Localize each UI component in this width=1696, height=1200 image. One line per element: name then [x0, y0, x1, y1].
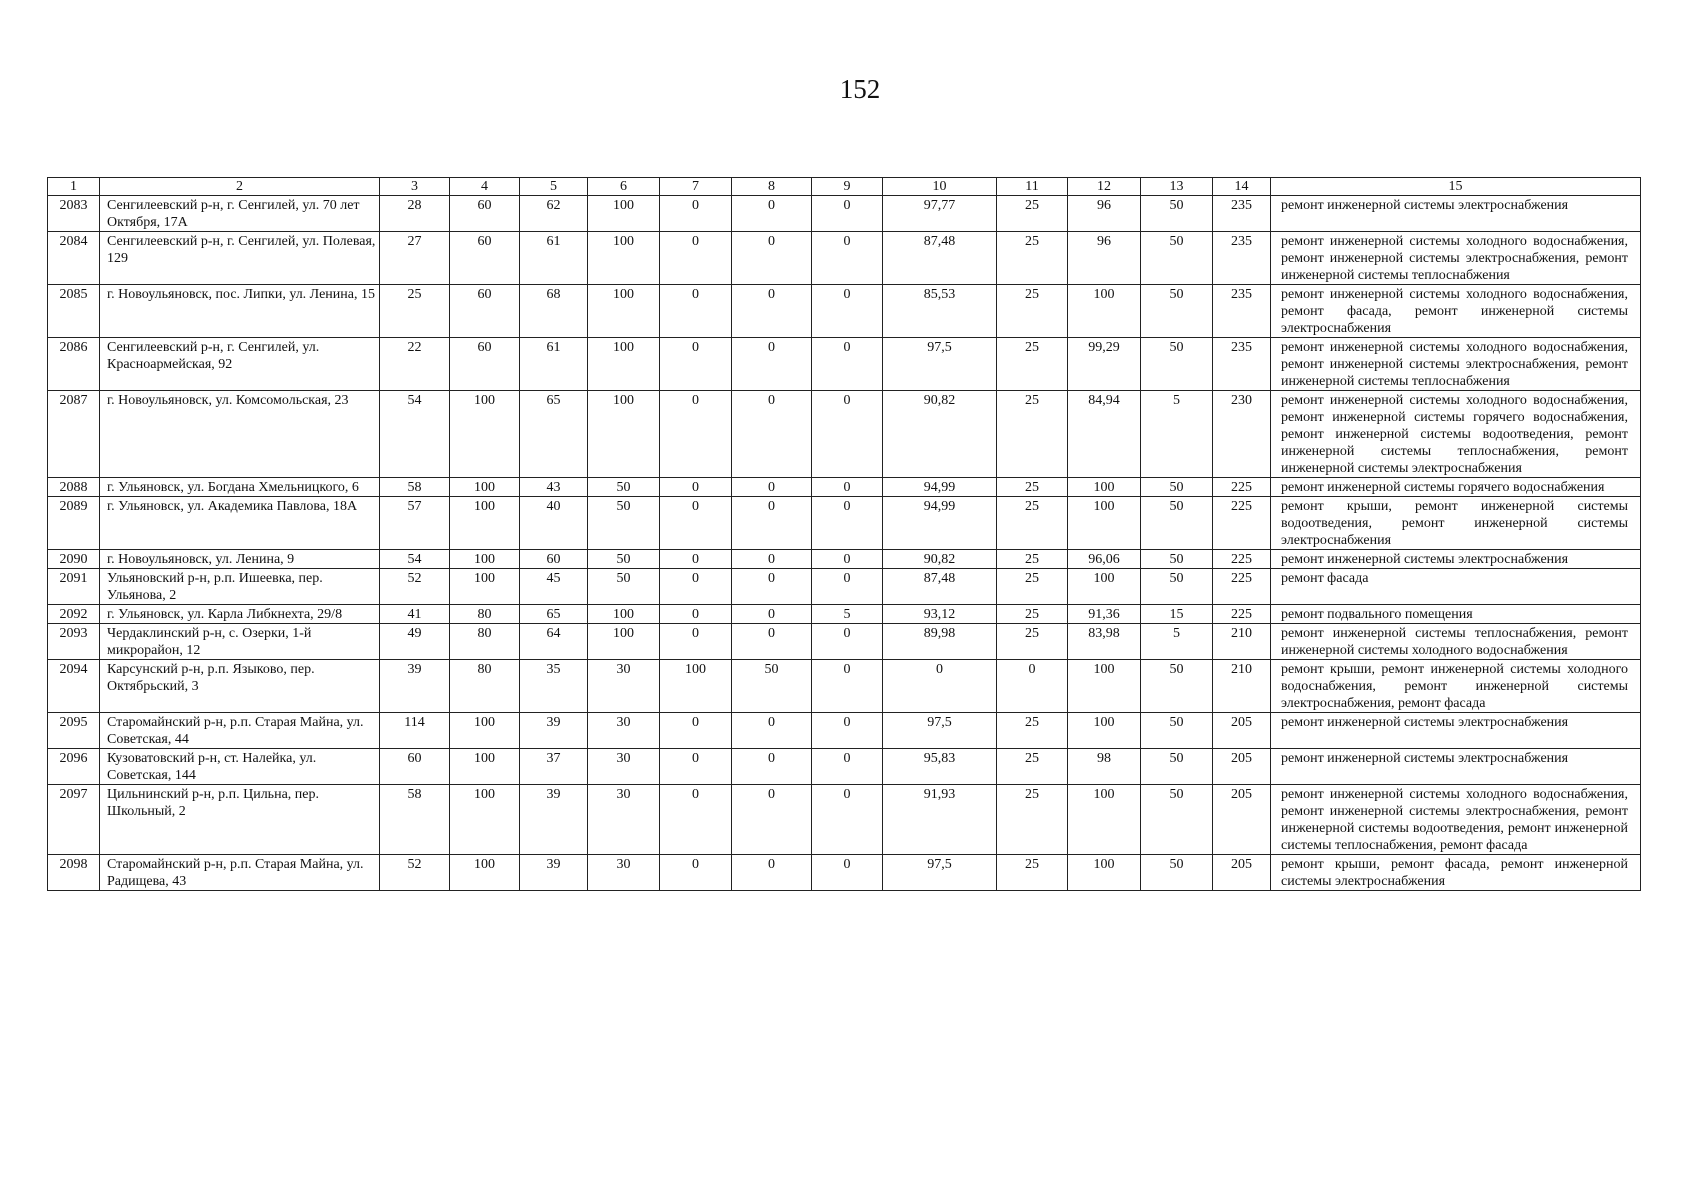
value-cell: 0 — [732, 569, 812, 605]
value-cell: 50 — [1141, 855, 1213, 891]
column-number-cell: 7 — [660, 178, 732, 196]
value-cell: 0 — [732, 478, 812, 497]
row-number-cell: 2093 — [48, 624, 100, 660]
value-cell: 0 — [812, 785, 883, 855]
value-cell: 0 — [732, 785, 812, 855]
work-type-cell: ремонт инженерной системы горячего водоснабжения — [1271, 478, 1641, 497]
value-cell: 0 — [660, 749, 732, 785]
data-table — [47, 177, 1641, 891]
value-cell: 0 — [660, 605, 732, 624]
value-cell: 57 — [380, 497, 450, 550]
value-cell: 98 — [1068, 749, 1141, 785]
value-cell: 100 — [450, 785, 520, 855]
column-number-cell: 4 — [450, 178, 520, 196]
value-cell: 0 — [660, 232, 732, 285]
column-number-cell: 2 — [100, 178, 380, 196]
value-cell: 25 — [997, 624, 1068, 660]
value-cell: 25 — [997, 391, 1068, 478]
value-cell: 50 — [588, 497, 660, 550]
value-cell: 60 — [450, 232, 520, 285]
value-cell: 50 — [1141, 785, 1213, 855]
row-number-cell: 2096 — [48, 749, 100, 785]
table-row — [48, 478, 1641, 497]
table-row — [48, 749, 1641, 785]
value-cell: 50 — [1141, 749, 1213, 785]
value-cell: 49 — [380, 624, 450, 660]
row-number-cell: 2098 — [48, 855, 100, 891]
value-cell: 5 — [1141, 624, 1213, 660]
value-cell: 0 — [732, 338, 812, 391]
value-cell: 41 — [380, 605, 450, 624]
value-cell: 100 — [1068, 713, 1141, 749]
value-cell: 0 — [732, 285, 812, 338]
address-cell: Кузоватовский р-н, ст. Налейка, ул. Советская, 144 — [100, 749, 380, 785]
row-number-cell: 2088 — [48, 478, 100, 497]
work-type-cell: ремонт инженерной системы холодного водоснабжения, ремонт инженерной системы электроснабжения, ремонт инженерной системы водоотведения, ремонт инженерной системы теплоснабжения, ремонт фасада — [1271, 785, 1641, 855]
value-cell: 96 — [1068, 232, 1141, 285]
value-cell: 30 — [588, 855, 660, 891]
value-cell: 25 — [997, 196, 1068, 232]
value-cell: 0 — [732, 713, 812, 749]
value-cell: 100 — [588, 232, 660, 285]
value-cell: 225 — [1213, 605, 1271, 624]
value-cell: 100 — [1068, 569, 1141, 605]
row-number-cell: 2089 — [48, 497, 100, 550]
address-cell: г. Новоульяновск, ул. Ленина, 9 — [100, 550, 380, 569]
value-cell: 100 — [450, 478, 520, 497]
value-cell: 100 — [660, 660, 732, 713]
value-cell: 50 — [1141, 550, 1213, 569]
column-number-cell: 10 — [883, 178, 997, 196]
value-cell: 68 — [520, 285, 588, 338]
value-cell: 62 — [520, 196, 588, 232]
work-type-cell: ремонт крыши, ремонт фасада, ремонт инженерной системы электроснабжения — [1271, 855, 1641, 891]
table-row — [48, 785, 1641, 855]
value-cell: 100 — [1068, 785, 1141, 855]
value-cell: 0 — [812, 285, 883, 338]
value-cell: 80 — [450, 624, 520, 660]
value-cell: 91,93 — [883, 785, 997, 855]
value-cell: 100 — [450, 749, 520, 785]
table-body — [48, 178, 1641, 891]
value-cell: 15 — [1141, 605, 1213, 624]
value-cell: 25 — [380, 285, 450, 338]
value-cell: 97,5 — [883, 713, 997, 749]
table-row — [48, 605, 1641, 624]
value-cell: 100 — [450, 497, 520, 550]
value-cell: 205 — [1213, 713, 1271, 749]
column-number-cell: 3 — [380, 178, 450, 196]
value-cell: 30 — [588, 785, 660, 855]
value-cell: 0 — [812, 478, 883, 497]
value-cell: 0 — [732, 550, 812, 569]
work-type-cell: ремонт инженерной системы холодного водоснабжения, ремонт инженерной системы горячего водоснабжения, ремонт инженерной системы водоотведения, ремонт инженерной системы теплоснабжения, ремонт инженерной системы электроснабжения — [1271, 391, 1641, 478]
value-cell: 225 — [1213, 569, 1271, 605]
value-cell: 97,77 — [883, 196, 997, 232]
value-cell: 60 — [520, 550, 588, 569]
value-cell: 100 — [1068, 660, 1141, 713]
value-cell: 25 — [997, 550, 1068, 569]
value-cell: 0 — [812, 855, 883, 891]
value-cell: 37 — [520, 749, 588, 785]
value-cell: 0 — [660, 285, 732, 338]
value-cell: 25 — [997, 605, 1068, 624]
value-cell: 205 — [1213, 785, 1271, 855]
column-number-cell: 9 — [812, 178, 883, 196]
value-cell: 39 — [520, 713, 588, 749]
value-cell: 100 — [1068, 285, 1141, 338]
value-cell: 27 — [380, 232, 450, 285]
column-number-cell: 12 — [1068, 178, 1141, 196]
value-cell: 0 — [812, 497, 883, 550]
work-type-cell: ремонт инженерной системы холодного водоснабжения, ремонт инженерной системы электроснабжения, ремонт инженерной системы теплоснабжения — [1271, 338, 1641, 391]
value-cell: 40 — [520, 497, 588, 550]
value-cell: 50 — [588, 569, 660, 605]
value-cell: 50 — [1141, 232, 1213, 285]
value-cell: 114 — [380, 713, 450, 749]
value-cell: 0 — [812, 713, 883, 749]
value-cell: 0 — [660, 855, 732, 891]
table-row — [48, 569, 1641, 605]
value-cell: 30 — [588, 713, 660, 749]
value-cell: 205 — [1213, 855, 1271, 891]
value-cell: 5 — [1141, 391, 1213, 478]
value-cell: 100 — [450, 391, 520, 478]
value-cell: 100 — [450, 550, 520, 569]
value-cell: 97,5 — [883, 855, 997, 891]
value-cell: 30 — [588, 749, 660, 785]
address-cell: г. Ульяновск, ул. Академика Павлова, 18А — [100, 497, 380, 550]
value-cell: 52 — [380, 569, 450, 605]
address-cell: г. Новоульяновск, пос. Липки, ул. Ленина, 15 — [100, 285, 380, 338]
value-cell: 0 — [812, 569, 883, 605]
work-type-cell: ремонт инженерной системы холодного водоснабжения, ремонт инженерной системы электроснабжения, ремонт инженерной системы теплоснабжения — [1271, 232, 1641, 285]
work-type-cell: ремонт инженерной системы теплоснабжения, ремонт инженерной системы холодного водоснабжения — [1271, 624, 1641, 660]
work-type-cell: ремонт крыши, ремонт инженерной системы холодного водоснабжения, ремонт инженерной системы электроснабжения, ремонт фасада — [1271, 660, 1641, 713]
value-cell: 25 — [997, 338, 1068, 391]
row-number-cell: 2097 — [48, 785, 100, 855]
address-cell: Старомайнский р-н, р.п. Старая Майна, ул. Советская, 44 — [100, 713, 380, 749]
value-cell: 58 — [380, 478, 450, 497]
row-number-cell: 2087 — [48, 391, 100, 478]
value-cell: 87,48 — [883, 232, 997, 285]
table-row — [48, 285, 1641, 338]
value-cell: 0 — [812, 196, 883, 232]
row-number-cell: 2086 — [48, 338, 100, 391]
value-cell: 5 — [812, 605, 883, 624]
value-cell: 80 — [450, 605, 520, 624]
value-cell: 100 — [1068, 478, 1141, 497]
value-cell: 100 — [1068, 855, 1141, 891]
value-cell: 99,29 — [1068, 338, 1141, 391]
value-cell: 0 — [812, 749, 883, 785]
value-cell: 60 — [450, 338, 520, 391]
value-cell: 0 — [732, 497, 812, 550]
value-cell: 87,48 — [883, 569, 997, 605]
column-number-cell: 13 — [1141, 178, 1213, 196]
address-cell: Сенгилеевский р-н, г. Сенгилей, ул. Красноармейская, 92 — [100, 338, 380, 391]
value-cell: 210 — [1213, 660, 1271, 713]
value-cell: 25 — [997, 497, 1068, 550]
table-row — [48, 497, 1641, 550]
value-cell: 0 — [812, 391, 883, 478]
value-cell: 50 — [1141, 660, 1213, 713]
value-cell: 25 — [997, 855, 1068, 891]
value-cell: 94,99 — [883, 497, 997, 550]
value-cell: 25 — [997, 749, 1068, 785]
column-number-cell: 14 — [1213, 178, 1271, 196]
address-cell: Старомайнский р-н, р.п. Старая Майна, ул. Радищева, 43 — [100, 855, 380, 891]
table-row — [48, 660, 1641, 713]
value-cell: 0 — [812, 660, 883, 713]
address-cell: Цильнинский р-н, р.п. Цильна, пер. Школьный, 2 — [100, 785, 380, 855]
value-cell: 61 — [520, 338, 588, 391]
value-cell: 100 — [588, 391, 660, 478]
value-cell: 100 — [588, 196, 660, 232]
work-type-cell: ремонт фасада — [1271, 569, 1641, 605]
value-cell: 100 — [588, 624, 660, 660]
value-cell: 52 — [380, 855, 450, 891]
value-cell: 235 — [1213, 285, 1271, 338]
value-cell: 50 — [1141, 285, 1213, 338]
value-cell: 235 — [1213, 338, 1271, 391]
row-number-cell: 2090 — [48, 550, 100, 569]
value-cell: 0 — [660, 497, 732, 550]
row-number-cell: 2084 — [48, 232, 100, 285]
value-cell: 60 — [450, 196, 520, 232]
value-cell: 100 — [450, 569, 520, 605]
value-cell: 25 — [997, 569, 1068, 605]
table-row — [48, 196, 1641, 232]
value-cell: 25 — [997, 478, 1068, 497]
value-cell: 97,5 — [883, 338, 997, 391]
page-number: 152 — [839, 74, 881, 104]
value-cell: 54 — [380, 550, 450, 569]
value-cell: 83,98 — [1068, 624, 1141, 660]
column-number-cell: 11 — [997, 178, 1068, 196]
value-cell: 210 — [1213, 624, 1271, 660]
value-cell: 64 — [520, 624, 588, 660]
value-cell: 96,06 — [1068, 550, 1141, 569]
row-number-cell: 2091 — [48, 569, 100, 605]
value-cell: 28 — [380, 196, 450, 232]
value-cell: 80 — [450, 660, 520, 713]
value-cell: 0 — [660, 785, 732, 855]
value-cell: 0 — [660, 478, 732, 497]
row-number-cell: 2094 — [48, 660, 100, 713]
address-cell: г. Ульяновск, ул. Богдана Хмельницкого, 6 — [100, 478, 380, 497]
value-cell: 91,36 — [1068, 605, 1141, 624]
value-cell: 50 — [1141, 713, 1213, 749]
value-cell: 25 — [997, 785, 1068, 855]
address-cell: Карсунский р-н, р.п. Языково, пер. Октябрьский, 3 — [100, 660, 380, 713]
address-cell: г. Ульяновск, ул. Карла Либкнехта, 29/8 — [100, 605, 380, 624]
value-cell: 61 — [520, 232, 588, 285]
value-cell: 50 — [732, 660, 812, 713]
row-number-cell: 2085 — [48, 285, 100, 338]
value-cell: 0 — [812, 338, 883, 391]
value-cell: 0 — [812, 232, 883, 285]
table-header-row — [48, 178, 1641, 196]
value-cell: 230 — [1213, 391, 1271, 478]
table-row — [48, 232, 1641, 285]
table-row — [48, 713, 1641, 749]
work-type-cell: ремонт инженерной системы электроснабжения — [1271, 749, 1641, 785]
value-cell: 0 — [660, 391, 732, 478]
value-cell: 225 — [1213, 550, 1271, 569]
value-cell: 0 — [660, 338, 732, 391]
column-number-cell: 8 — [732, 178, 812, 196]
value-cell: 39 — [520, 855, 588, 891]
value-cell: 35 — [520, 660, 588, 713]
value-cell: 0 — [660, 713, 732, 749]
column-number-cell: 6 — [588, 178, 660, 196]
value-cell: 54 — [380, 391, 450, 478]
value-cell: 30 — [588, 660, 660, 713]
column-number-cell: 5 — [520, 178, 588, 196]
address-cell: Ульяновский р-н, р.п. Ишеевка, пер. Ульянова, 2 — [100, 569, 380, 605]
value-cell: 60 — [450, 285, 520, 338]
value-cell: 0 — [732, 232, 812, 285]
work-type-cell: ремонт инженерной системы электроснабжения — [1271, 196, 1641, 232]
address-cell: Чердаклинский р-н, с. Озерки, 1-й микрорайон, 12 — [100, 624, 380, 660]
value-cell: 225 — [1213, 497, 1271, 550]
value-cell: 84,94 — [1068, 391, 1141, 478]
value-cell: 0 — [997, 660, 1068, 713]
value-cell: 94,99 — [883, 478, 997, 497]
value-cell: 100 — [588, 285, 660, 338]
value-cell: 85,53 — [883, 285, 997, 338]
value-cell: 50 — [588, 478, 660, 497]
table-row — [48, 338, 1641, 391]
work-type-cell: ремонт крыши, ремонт инженерной системы водоотведения, ремонт инженерной системы электроснабжения — [1271, 497, 1641, 550]
value-cell: 25 — [997, 713, 1068, 749]
value-cell: 100 — [1068, 497, 1141, 550]
value-cell: 100 — [450, 855, 520, 891]
value-cell: 100 — [450, 713, 520, 749]
work-type-cell: ремонт инженерной системы холодного водоснабжения, ремонт фасада, ремонт инженерной системы электроснабжения — [1271, 285, 1641, 338]
value-cell: 0 — [732, 749, 812, 785]
value-cell: 0 — [660, 569, 732, 605]
row-number-cell: 2083 — [48, 196, 100, 232]
value-cell: 39 — [380, 660, 450, 713]
value-cell: 0 — [812, 624, 883, 660]
value-cell: 45 — [520, 569, 588, 605]
address-cell: Сенгилеевский р-н, г. Сенгилей, ул. Полевая, 129 — [100, 232, 380, 285]
value-cell: 205 — [1213, 749, 1271, 785]
value-cell: 50 — [1141, 497, 1213, 550]
value-cell: 25 — [997, 232, 1068, 285]
value-cell: 0 — [812, 550, 883, 569]
value-cell: 235 — [1213, 196, 1271, 232]
value-cell: 0 — [732, 624, 812, 660]
value-cell: 43 — [520, 478, 588, 497]
address-cell: г. Новоульяновск, ул. Комсомольская, 23 — [100, 391, 380, 478]
value-cell: 39 — [520, 785, 588, 855]
value-cell: 89,98 — [883, 624, 997, 660]
value-cell: 65 — [520, 391, 588, 478]
value-cell: 50 — [1141, 196, 1213, 232]
value-cell: 93,12 — [883, 605, 997, 624]
value-cell: 0 — [660, 196, 732, 232]
table-row — [48, 855, 1641, 891]
row-number-cell: 2092 — [48, 605, 100, 624]
address-cell: Сенгилеевский р-н, г. Сенгилей, ул. 70 лет Октября, 17А — [100, 196, 380, 232]
value-cell: 235 — [1213, 232, 1271, 285]
work-type-cell: ремонт подвального помещения — [1271, 605, 1641, 624]
value-cell: 100 — [588, 338, 660, 391]
value-cell: 50 — [1141, 338, 1213, 391]
value-cell: 0 — [732, 605, 812, 624]
value-cell: 0 — [732, 391, 812, 478]
row-number-cell: 2095 — [48, 713, 100, 749]
value-cell: 90,82 — [883, 550, 997, 569]
value-cell: 225 — [1213, 478, 1271, 497]
table-row — [48, 624, 1641, 660]
value-cell: 0 — [883, 660, 997, 713]
value-cell: 95,83 — [883, 749, 997, 785]
column-number-cell: 1 — [48, 178, 100, 196]
value-cell: 60 — [380, 749, 450, 785]
value-cell: 90,82 — [883, 391, 997, 478]
value-cell: 50 — [1141, 569, 1213, 605]
value-cell: 50 — [1141, 478, 1213, 497]
value-cell: 58 — [380, 785, 450, 855]
value-cell: 22 — [380, 338, 450, 391]
work-type-cell: ремонт инженерной системы электроснабжения — [1271, 550, 1641, 569]
value-cell: 0 — [660, 550, 732, 569]
value-cell: 0 — [732, 855, 812, 891]
work-type-cell: ремонт инженерной системы электроснабжения — [1271, 713, 1641, 749]
value-cell: 100 — [588, 605, 660, 624]
value-cell: 96 — [1068, 196, 1141, 232]
value-cell: 25 — [997, 285, 1068, 338]
value-cell: 50 — [588, 550, 660, 569]
value-cell: 0 — [732, 196, 812, 232]
table-row — [48, 550, 1641, 569]
table-row — [48, 391, 1641, 478]
value-cell: 0 — [660, 624, 732, 660]
column-number-cell: 15 — [1271, 178, 1641, 196]
value-cell: 65 — [520, 605, 588, 624]
